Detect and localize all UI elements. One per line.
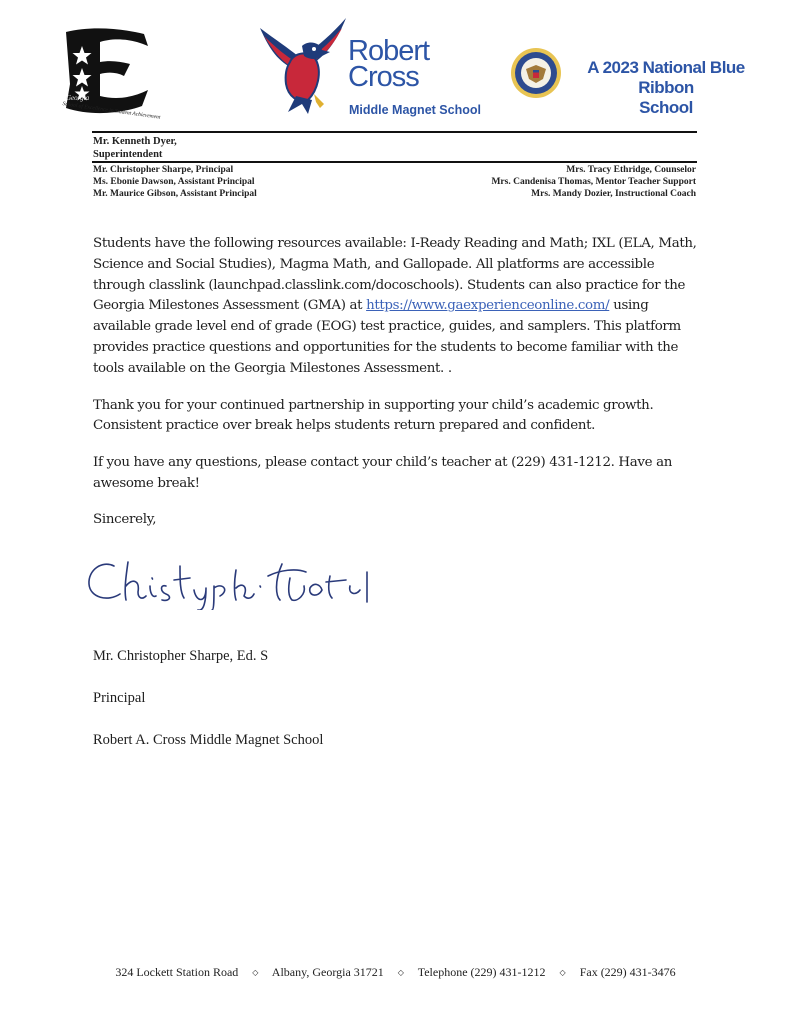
school-name-line2: Cross [348, 61, 419, 93]
paragraph-resources [93, 234, 703, 380]
us-seal-icon [510, 43, 562, 103]
footer-telephone: Telephone (229) 431-1212 [417, 965, 546, 979]
superintendent-title: Superintendent [93, 149, 163, 160]
signature-icon [84, 556, 374, 610]
staff-item: Ms. Ebonie Dawson, Assistant Principal [93, 176, 255, 187]
signer-name: Mr. Christopher Sharpe, Ed. S [93, 648, 269, 664]
superintendent-name: Mr. Kenneth Dyer, [93, 136, 177, 147]
paragraph-text: Students have the following resources available: I-Ready Reading and Math; IXL (ELA, Math, Science and Social Studies), Magma Math, and Gallopade. All platforms are accessible through classlink (launchpad.classlink.com/docoschools). Students can also practice for the Georgia Milestones Assessment (GMA) at [93, 236, 697, 314]
footer-separator-icon: ◇ [252, 968, 259, 977]
signer-school: Robert A. Cross Middle Magnet School [93, 732, 324, 748]
footer-fax: Fax (229) 431-3476 [579, 965, 676, 979]
paragraph-thanks: Thank you for your continued partnership in supporting your child’s academic growth. Consistent practice over break helps students return prepared and confident. [93, 397, 654, 434]
footer-contact-line [0, 965, 791, 980]
blue-ribbon-award [566, 58, 766, 118]
logo-caption: School of Excellence in Student Achievement [62, 101, 161, 121]
footer-separator-icon: ◇ [397, 968, 404, 977]
staff-list-left [93, 165, 257, 200]
hawk-mascot-logo [258, 16, 348, 116]
award-line1: A 2023 National Blue Ribbon [587, 58, 745, 97]
ga-experience-link[interactable]: https://www.gaexperienceonline.com/ [366, 298, 610, 314]
school-subtitle: Middle Magnet School [349, 103, 481, 117]
school-name-logo [348, 35, 430, 93]
staff-item: Mr. Maurice Gibson, Assistant Principal [93, 188, 257, 199]
footer-separator-icon: ◇ [559, 968, 566, 977]
closing-salutation: Sincerely, [93, 512, 157, 527]
school-name-line1: Robert [348, 35, 430, 67]
staff-list-right [491, 165, 696, 200]
handwritten-signature [84, 556, 374, 610]
staff-item: Mr. Christopher Sharpe, Principal [93, 165, 234, 175]
signer-title: Principal [93, 690, 146, 706]
header-rule-top [92, 131, 697, 133]
header-rule-mid [92, 161, 697, 163]
school-of-excellence-logo [60, 24, 161, 121]
staff-item: Mrs. Mandy Dozier, Instructional Coach [531, 188, 696, 199]
staff-item: Mrs. Tracy Ethridge, Counselor [566, 165, 696, 175]
staff-item: Mrs. Candenisa Thomas, Mentor Teacher Support [491, 176, 696, 187]
hawk-mascot-icon [258, 16, 348, 116]
superintendent-block [93, 135, 177, 161]
logo-small-text: Georgia [66, 94, 90, 102]
letter-body [93, 234, 703, 511]
award-line2: School [639, 98, 693, 117]
footer-address: 324 Lockett Station Road [115, 965, 239, 979]
paragraph-text: using available grade level end of grade (EOG) test practice, guides, and samplers. This platform provides practice questions and opportunities for the students to become familiar with the tools available on the Georgia Milestones Assessment. . [93, 298, 681, 376]
blue-ribbon-seal [510, 43, 562, 103]
footer-city: Albany, Georgia 31721 [271, 965, 384, 979]
paragraph-contact: If you have any questions, please contact your child’s teacher at (229) 431-1212. Have an awesome break! [93, 455, 672, 491]
